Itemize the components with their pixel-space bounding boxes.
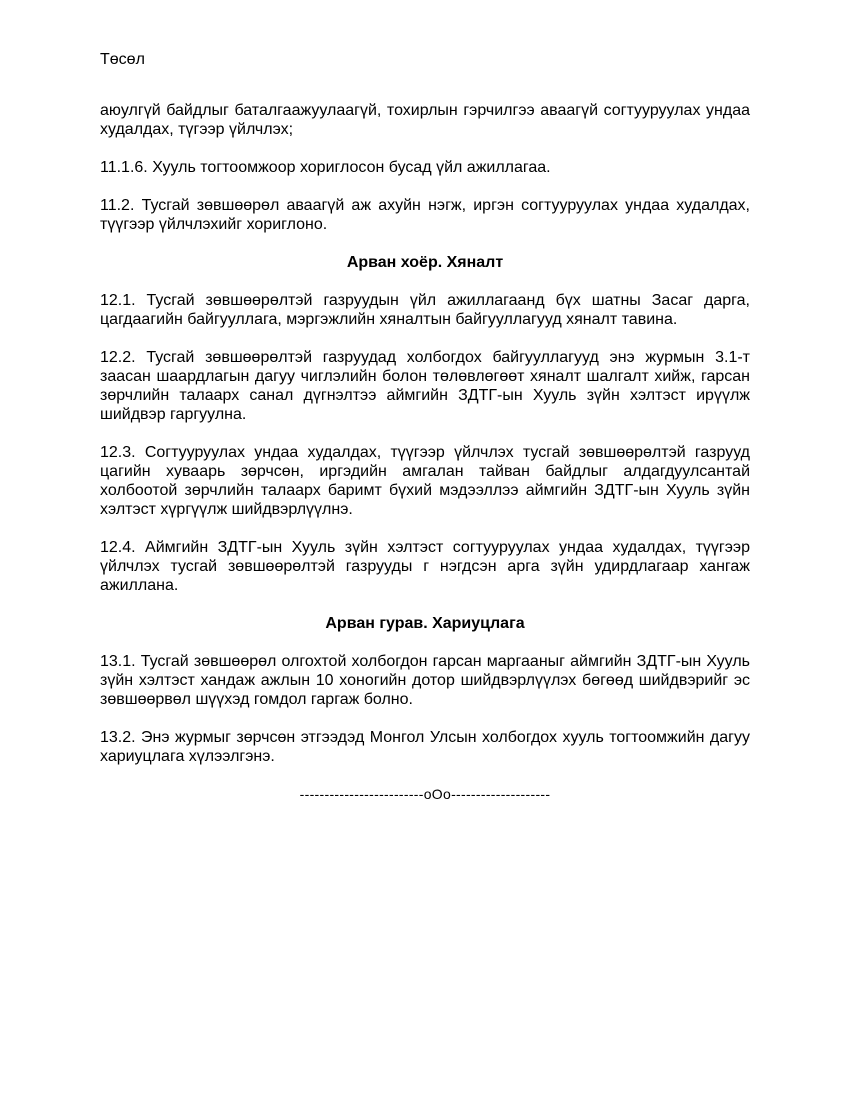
paragraph-12-1: 12.1. Тусгай зөвшөөрөлтэй газруудын үйл ажиллагаанд бүх шатны Засаг дарга, цагдаагийн байгууллага, мэргэжлийн хяналтын байгууллагууд хяналт тавина.: [100, 292, 750, 328]
paragraph-13-1: 13.1. Тусгай зөвшөөрөл олгохтой холбогдон гарсан маргааныг аймгийн ЗДТГ-ын Хууль зүйн хэлтэст хандаж ажлын 10 хоногийн дотор шийдвэрлүүлэх бөгөөд шийдвэрийг эс зөвшөөрвөл шүүхэд гомдол гаргаж болно.: [100, 653, 750, 708]
section-heading-13: Арван гурав. Хариуцлага: [325, 615, 525, 632]
section-heading-12: Арван хоёр. Хяналт: [346, 254, 504, 271]
paragraph-12-4: 12.4. Аймгийн ЗДТГ-ын Хууль зүйн хэлтэст согтууруулах ундаа худалдах, түүгээр үйлчлэх тусгай зөвшөөрөлтэй газрууды г нэгдсэн арга зүйн удирдлагаар хангаж ажиллана.: [100, 539, 750, 594]
paragraph-continuation: аюулгүй байдлыг баталгаажуулаагүй, тохирлын гэрчилгээ аваагүй согтууруулах ундаа худалдах, түгээр үйлчлэх;: [100, 102, 750, 138]
paragraph-12-3: 12.3. Согтууруулах ундаа худалдах, түүгээр үйлчлэх тусгай зөвшөөрөлтэй газрууд цагийн хуваарь зөрчсөн, иргэдийн амгалан тайван байдлыг алдагдуулсантай холбоотой зөрчлийн талаарх баримт бүхий мэдээллээ аймгийн ЗДТГ-ын Хууль зүйн хэлтэст хүргүүлж шийдвэрлүүлнэ.: [100, 444, 750, 518]
document-body: [100, 101, 750, 804]
paragraph-12-2: 12.2. Тусгай зөвшөөрөлтэй газруудад холбогдох байгууллагууд энэ журмын 3.1-т заасан шаардлагын дагуу чиглэлийн болон төлөвлөгөөт хяналт шалгалт хийж, гарсан зөрчлийн талаарх санал дүгнэлтээ аймгийн ЗДТГ-ын Хууль зүйн хэлтэст ирүүлж шийдвэр гаргуулна.: [100, 349, 750, 423]
draft-label: Төсөл: [100, 51, 145, 68]
paragraph-11-1-6: 11.1.6. Хууль тогтоомжоор хориглосон бусад үйл ажиллагаа.: [100, 159, 551, 176]
paragraph-13-2: 13.2. Энэ журмыг зөрчсөн этгээдэд Монгол Улсын холбогдох хууль тогтоомжийн дагуу хариуцлага хүлээлгэнэ.: [100, 729, 750, 765]
end-of-document-mark: -------------------------oOo--------------------: [299, 786, 551, 802]
paragraph-11-2: 11.2. Тусгай зөвшөөрөл аваагүй аж ахуйн нэгж, иргэн согтууруулах ундаа худалдах, түүгээр үйлчлэхийг хориглоно.: [100, 197, 750, 233]
